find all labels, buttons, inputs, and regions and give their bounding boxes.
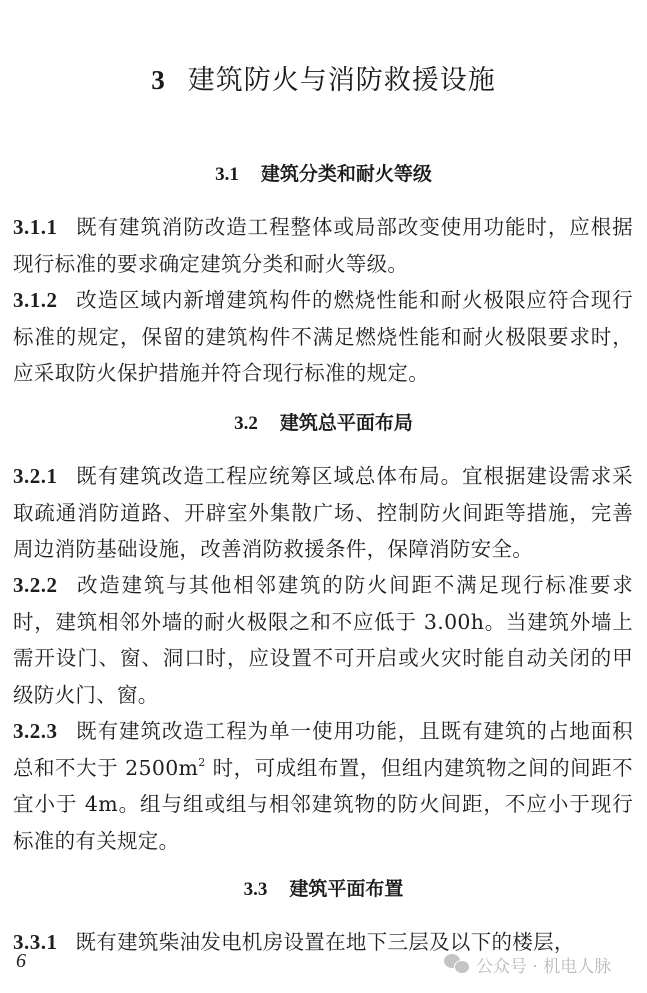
page-number: 6 — [16, 950, 26, 972]
section-title-text: 建筑分类和耐火等级 — [260, 163, 432, 185]
section-title-text: 建筑总平面布局 — [279, 412, 413, 434]
clause-text: 既有建筑消防改造工程整体或局部改变使用功能时，应根据现行标准的要求确定建筑分类和耐火等级。 — [13, 215, 633, 276]
clause-number: 3.1.2 — [13, 288, 58, 312]
chapter-title-text: 建筑防火与消防救援设施 — [187, 65, 496, 96]
section-title-3-3 — [0, 874, 647, 905]
chapter-number: 3 — [151, 65, 166, 95]
clause-3-1-2 — [13, 282, 633, 392]
section-title-3-1 — [0, 159, 647, 190]
chapter-title — [0, 60, 647, 101]
section-title-3-2 — [0, 408, 647, 439]
clause-3-1-1 — [13, 209, 633, 282]
clause-text-part1: 既有建筑改造工程为单一使用功能，且既有建筑的占地面积总和不大于 2500m — [13, 719, 633, 780]
clause-3-2-2 — [13, 567, 633, 713]
clause-number: 3.3.1 — [13, 930, 58, 954]
section-number: 3.2 — [234, 413, 258, 434]
clause-number: 3.1.1 — [13, 215, 58, 239]
clause-number: 3.2.1 — [13, 464, 58, 488]
clause-text-part2: 时，可成组布置，但组内建筑物之间的间距不宜小于 4m。组与组或组与相邻建筑物的防火间距，不应小于现行标准的有关规定。 — [13, 755, 633, 853]
clause-number: 3.2.3 — [13, 719, 58, 743]
clause-number: 3.2.2 — [13, 573, 58, 597]
section-number: 3.1 — [215, 164, 239, 185]
watermark-text: 公众号 · 机电人脉 — [476, 957, 612, 977]
clause-3-2-1 — [13, 458, 633, 568]
watermark — [444, 952, 611, 977]
section-title-text: 建筑平面布置 — [289, 878, 404, 900]
clause-3-2-3 — [13, 713, 633, 859]
superscript-2: 2 — [198, 755, 206, 769]
wechat-icon — [444, 954, 470, 976]
clause-text: 既有建筑改造工程应统筹区域总体布局。宜根据建设需求采取疏通消防道路、开辟室外集散广场、控制防火间距等措施，完善周边消防基础设施，改善消防救援条件，保障消防安全。 — [13, 464, 633, 561]
section-number: 3.3 — [243, 879, 268, 900]
clause-text: 改造建筑与其他相邻建筑的防火间距不满足现行标准要求时，建筑相邻外墙的耐火极限之和不应低于 3.00h。当建筑外墙上需开设门、窗、洞口时，应设置不可开启或火灾时能自动关闭的甲级防火门、窗。 — [13, 573, 633, 707]
clause-text: 既有建筑柴油发电机房设置在地下三层及以下的楼层， — [75, 930, 575, 954]
clause-text: 改造区域内新增建筑构件的燃烧性能和耐火极限应符合现行标准的规定，保留的建筑构件不满足燃烧性能和耐火极限要求时，应采取防火保护措施并符合现行标准的规定。 — [13, 288, 633, 385]
